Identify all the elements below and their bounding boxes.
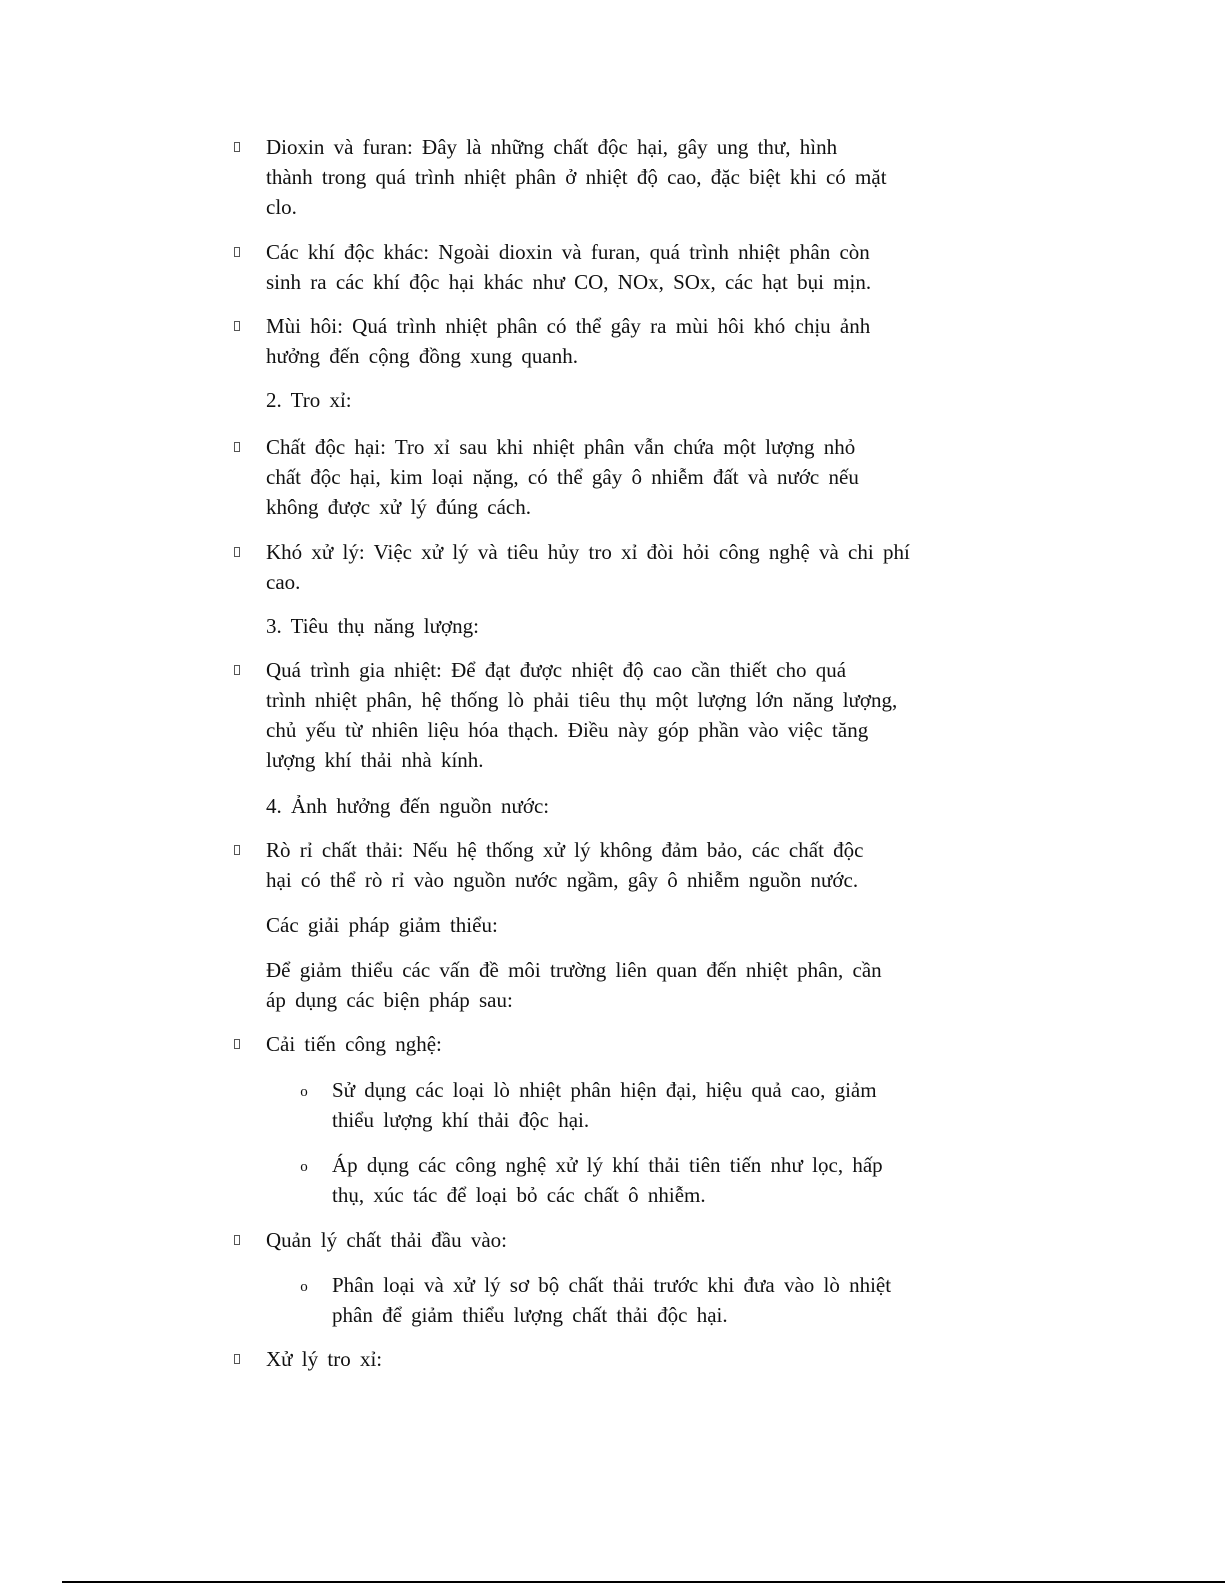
text-line: Cải tiến công nghệ: [266,1032,442,1056]
bullet-marker-icon [228,1344,246,1374]
text-line: 3. Tiêu thụ năng lượng: [266,614,479,638]
bullet-paragraph [266,311,1011,371]
sub-bullet-paragraph [332,1270,1012,1330]
text-line: thiểu lượng khí thải độc hại. [332,1108,590,1132]
section-heading [266,611,1011,641]
bullet-marker-icon [228,237,246,267]
text-line: không được xử lý đúng cách. [266,495,531,519]
text-line: hưởng đến cộng đồng xung quanh. [266,344,578,368]
bullet-marker-icon [228,1029,246,1059]
bullet-marker-icon [228,311,246,341]
sub-bullet-marker: o [300,1084,308,1100]
text-line: Chất độc hại: Tro xỉ sau khi nhiệt phân vẫn chứa một lượng nhỏ [266,435,856,459]
bullet-paragraph [266,432,1011,522]
text-line: Phân loại và xử lý sơ bộ chất thải trước khi đưa vào lò nhiệt [332,1273,892,1297]
text-line: chất độc hại, kim loại nặng, có thể gây ô nhiễm đất và nước nếu [266,465,859,489]
page-bottom-rule [62,1581,1225,1583]
sub-bullet-paragraph [332,1150,1012,1210]
section-heading [266,910,1011,940]
bullet-paragraph [266,1029,1011,1059]
bullet-marker-icon [228,132,246,162]
bullet-paragraph [266,1344,1011,1374]
text-line: thành trong quá trình nhiệt phân ở nhiệt độ cao, đặc biệt khi có mặt [266,165,887,189]
bullet-paragraph [266,537,1011,597]
section-heading [266,791,1011,821]
text-line: Quản lý chất thải đầu vào: [266,1228,508,1252]
bullet-paragraph [266,132,1011,222]
text-line: phân để giảm thiểu lượng chất thải độc hại. [332,1303,728,1327]
body-paragraph [266,955,1011,1015]
text-line: 2. Tro xỉ: [266,388,352,412]
bullet-marker-icon [228,432,246,462]
bullet-paragraph [266,835,1011,895]
bullet-marker-icon [228,1225,246,1255]
text-line: trình nhiệt phân, hệ thống lò phải tiêu thụ một lượng lớn năng lượng, [266,688,898,712]
text-line: Khó xử lý: Việc xử lý và tiêu hủy tro xỉ đòi hỏi công nghệ và chi phí [266,540,910,564]
text-line: Các giải pháp giảm thiểu: [266,913,498,937]
sub-bullet-marker: o [300,1159,308,1175]
bullet-paragraph [266,655,1011,775]
text-line: áp dụng các biện pháp sau: [266,988,513,1012]
bullet-marker-icon [228,835,246,865]
text-line: 4. Ảnh hưởng đến nguồn nước: [266,794,550,818]
text-line: Mùi hôi: Quá trình nhiệt phân có thể gây ra mùi hôi khó chịu ảnh [266,314,871,338]
text-line: Xử lý tro xỉ: [266,1347,383,1371]
sub-bullet-paragraph [332,1075,1012,1135]
bullet-marker-icon [228,655,246,685]
text-line: Để giảm thiểu các vấn đề môi trường liên quan đến nhiệt phân, cần [266,958,882,982]
text-line: thụ, xúc tác để loại bỏ các chất ô nhiễm. [332,1183,706,1207]
text-line: chủ yếu từ nhiên liệu hóa thạch. Điều này góp phần vào việc tăng [266,718,869,742]
text-line: Dioxin và furan: Đây là những chất độc hại, gây ung thư, hình [266,135,838,159]
text-line: cao. [266,570,301,594]
text-line: hại có thể rò rỉ vào nguồn nước ngầm, gây ô nhiễm nguồn nước. [266,868,859,892]
text-line: Rò rỉ chất thải: Nếu hệ thống xử lý không đảm bảo, các chất độc [266,838,864,862]
bullet-marker-icon [228,537,246,567]
text-line: Các khí độc khác: Ngoài dioxin và furan, quá trình nhiệt phân còn [266,240,870,264]
text-line: lượng khí thải nhà kính. [266,748,484,772]
section-heading [266,385,1011,415]
bullet-paragraph [266,1225,1011,1255]
text-line: Sử dụng các loại lò nhiệt phân hiện đại, hiệu quả cao, giảm [332,1078,877,1102]
text-line: clo. [266,195,297,219]
bullet-paragraph [266,237,1011,297]
text-line: Quá trình gia nhiệt: Để đạt được nhiệt độ cao cần thiết cho quá [266,658,847,682]
sub-bullet-marker: o [300,1279,308,1295]
text-line: sinh ra các khí độc hại khác như CO, NOx, SOx, các hạt bụi mịn. [266,270,872,294]
text-line: Áp dụng các công nghệ xử lý khí thải tiên tiến như lọc, hấp [332,1153,883,1177]
